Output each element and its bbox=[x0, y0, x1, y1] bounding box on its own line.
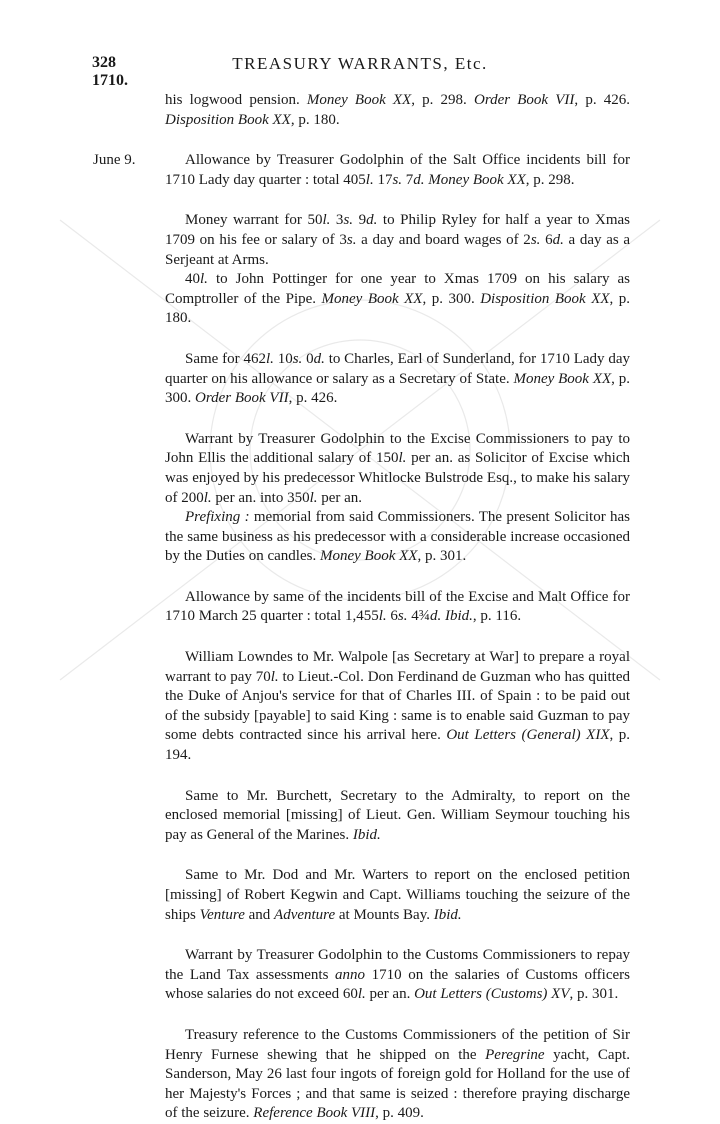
entry-date: June 9. bbox=[93, 152, 136, 169]
entry-paragraph: Treasury reference to the Customs Commissioners of the petition of Sir Henry Furnese shewing that he shipped on the Peregrine yacht, Capt. Sanderson, May 26 last four ingots of foreign gold for Holland for the use of her Majesty's Forces ; and that same is seized : therefore praying discharge of the seizure. Reference Book VIII, p. 409. bbox=[165, 1026, 630, 1122]
entry-paragraph: his logwood pension. Money Book XX, p. 298. Order Book VII, p. 426. Disposition Book XX, p. 180. bbox=[165, 92, 630, 128]
entry-paragraph bbox=[93, 151, 630, 190]
year-margin: 1710. bbox=[92, 72, 128, 89]
entry-paragraph: 40l. to John Pottinger for one year to Xmas 1709 on his salary as Comptroller of the Pipe. Money Book XX, p. 300. Disposition Book XX, p. 180. bbox=[165, 271, 631, 327]
entry-text: Allowance by Treasurer Godolphin of the Salt Office incidents bill for 1710 Lady day quarter : total 405l. 17s. 7d. Money Book XX, p. 298. bbox=[165, 152, 630, 188]
entry-paragraph: Same to Mr. Dod and Mr. Warters to report on the enclosed petition [missing] of Robert Kegwin and Capt. Williams touching the seizure of the ships Venture and Adventure at Mounts Bay. Ibid. bbox=[165, 867, 630, 923]
entry-paragraph: Same to Mr. Burchett, Secretary to the Admiralty, to report on the enclosed memorial [missing] of Lieut. Gen. William Seymour touching his pay as General of the Marines. Ibid. bbox=[165, 787, 630, 843]
page-number: 328 bbox=[92, 54, 116, 71]
entry-paragraph: Money warrant for 50l. 3s. 9d. to Philip Ryley for half a year to Xmas 1709 on his fee or salary of 3s. a day and board wages of 2s. 6d. a day as a Serjeant at Arms. bbox=[165, 212, 631, 268]
entry-paragraph: Same for 462l. 10s. 0d. to Charles, Earl of Sunderland, for 1710 Lady day quarter on his allowance or salary as a Secretary of State. Money Book XX, p. 300. Order Book VII, p. 426. bbox=[165, 350, 631, 407]
entry-paragraph: Allowance by same of the incidents bill of the Excise and Malt Office for 1710 March 25 quarter : total 1,455l. 6s. 4¾d. Ibid., p. 116. bbox=[165, 588, 630, 625]
running-title: TREASURY WARRANTS, Etc. bbox=[232, 54, 488, 73]
entry-paragraph: Prefixing : memorial from said Commissioners. The present Solicitor has the same business as his predecessor with a considerable increase occasioned by the Duties on candles. Money Book XX, p. 301. bbox=[165, 509, 630, 565]
entry-paragraph: William Lowndes to Mr. Walpole [as Secretary at War] to prepare a royal warrant to pay 70l. to Lieut.-Col. Don Ferdinand de Guzman who has quitted the Duke of Anjou's service for that of Charles III. of Spain : to be paid out of the subsidy [payable] to said King : same is to enable said Guzman to pay some debts contracted since his arrival here. Out Letters (General) XIX, p. 194. bbox=[165, 649, 631, 764]
entry-paragraph: Warrant by Treasurer Godolphin to the Excise Commissioners to pay to John Ellis the additional salary of 150l. per an. as Solicitor of Excise which was enjoyed by his predecessor Whitlocke Bulstrode Esq., to make his salary of 200l. per an. into 350l. per an. bbox=[165, 430, 630, 506]
entry-paragraph: Warrant by Treasurer Godolphin to the Customs Commissioners to repay the Land Tax assessments anno 1710 on the salaries of Customs officers whose salaries do not exceed 60l. per an. Out Letters (Customs) XV, p. 301. bbox=[165, 947, 630, 1003]
page-body bbox=[93, 91, 631, 1124]
